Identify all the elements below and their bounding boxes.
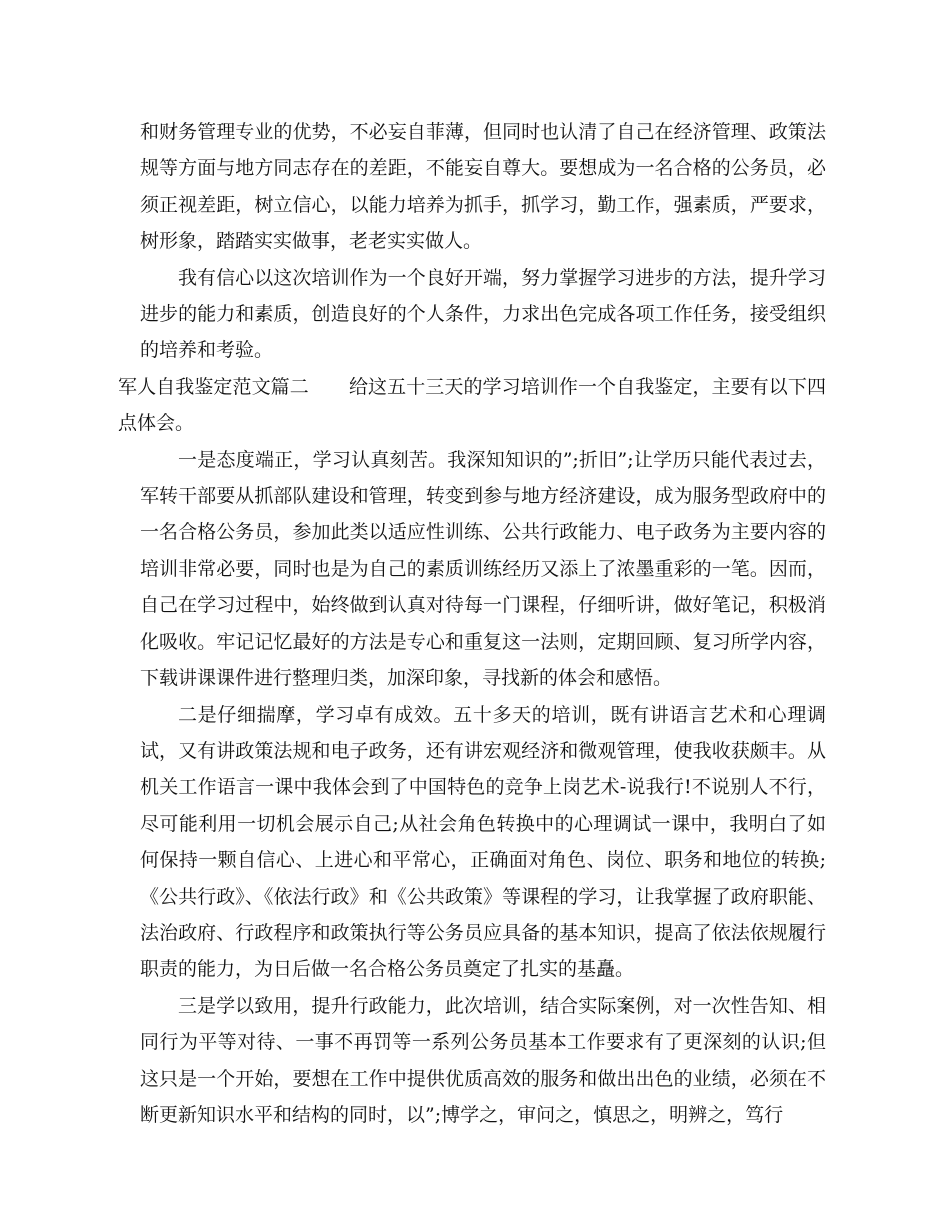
paragraph-point-one: 一是态度端正，学习认真刻苦。我深知知识的”;折旧”;让学历只能代表过去，军转干部要从抓部队建设和管理，转变到参与地方经济建设，成为服务型政府中的一名合格公务员，参加此类以适应性训练、公共行政能力、电子政务为主要内容的培训非常必要，同时也是为自己的素质训练经历又添上了浓墨重彩的一笔。因而，自己在学习过程中，始终做到认真对待每一门课程，仔细听讲，做好笔记，积极消化吸收。牢记记忆最好的方法是专心和重复这一法则，定期回顾、复习所学内容，下载讲课课件进行整理归类，加深印象，寻找新的体会和感悟。	[140, 448, 826, 690]
section-heading	[118, 369, 826, 442]
paragraph-point-two: 二是仔细揣摩，学习卓有成效。五十多天的培训，既有讲语言艺术和心理调试，又有讲政策法规和电子政务，还有讲宏观经济和微观管理，使我收获颇丰。从机关工作语言一课中我体会到了中国特色的竞争上岗艺术-说我行!不说别人不行，尽可能利用一切机会展示自己;从社会角色转换中的心理调试一课中，我明白了如何保持一颗自信心、上进心和平常心，正确面对角色、岗位、职务和地位的转换;《公共行政》、《依法行政》和《公共政策》等课程的学习，让我掌握了政府职能、法治政府、行政程序和政策执行等公务员应具备的基本知识，提高了依法依规履行职责的能力，为日后做一名合格公务员奠定了扎实的基矗。	[140, 703, 826, 981]
paragraph-continuation: 和财务管理专业的优势，不必妄自菲薄，但同时也认清了自己在经济管理、政策法规等方面与地方同志存在的差距，不能妄自尊大。要想成为一名合格的公务员，必须正视差距，树立信心，以能力培养为抓手，抓学习，勤工作，强素质，严要求，树形象，踏踏实实做事，老老实实做人。	[140, 121, 826, 253]
paragraph-confidence: 我有信心以这次培训作为一个良好开端，努力掌握学习进步的方法，提升学习进步的能力和素质，创造良好的个人条件，力求出色完成各项工作任务，接受组织的培养和考验。	[140, 266, 826, 362]
paragraph-point-three: 三是学以致用，提升行政能力，此次培训，结合实际案例，对一次性告知、相同行为平等对待、一事不再罚等一系列公务员基本工作要求有了更深刻的认识;但这只是一个开始，要想在工作中提供优质高效的服务和做出出色的业绩，必须在不断更新知识水平和结构的同时，以”;博学之，审问之，慎思之，明辨之，笃行	[140, 994, 826, 1126]
section-title: 军人自我鉴定范文篇二	[118, 375, 309, 398]
section-lead-text: 给这五十三天的学习培训作一个自我鉴定，主要有以下四点体会。	[118, 375, 826, 435]
document-body	[118, 114, 826, 1133]
